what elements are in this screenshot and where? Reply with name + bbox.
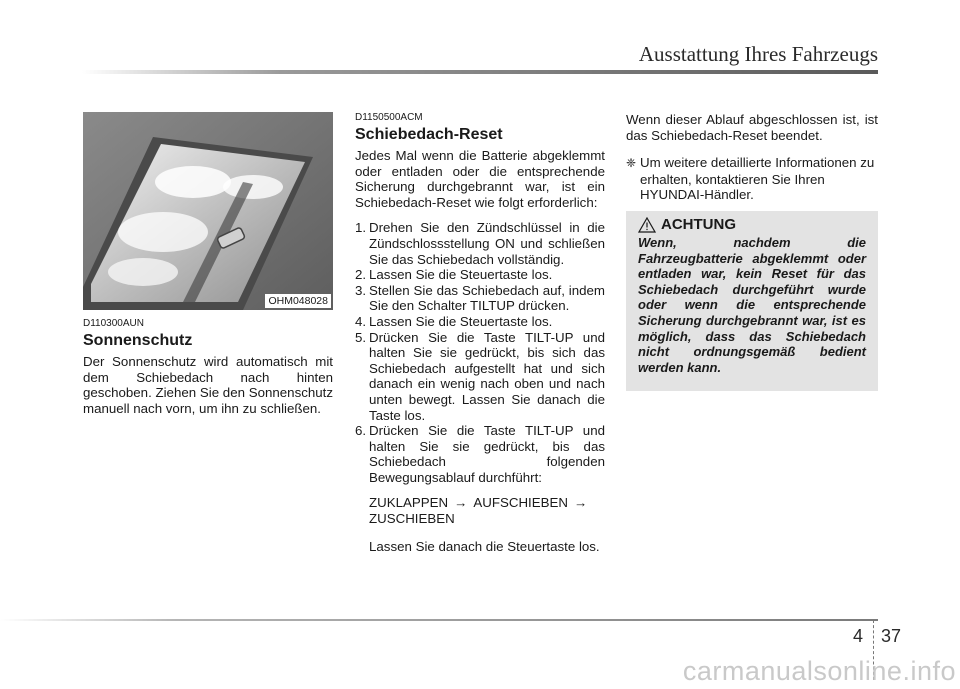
note-icon: ❈ <box>626 156 637 171</box>
section-heading: Schiebedach-Reset <box>355 126 503 143</box>
image-code: OHM048028 <box>265 294 331 308</box>
sunroof-illustration <box>83 112 333 310</box>
section-intro: Jedes Mal wenn die Batterie abgeklemmt oder entladen oder die entsprechende Sicherung durchgebrannt war, ist ein Schiebedach-Reset wie folgt erforderlich: <box>355 148 605 210</box>
column-2 <box>355 112 605 554</box>
list-item: 1. Drehen Sie den Zündschlüssel in die Zündschlossstellung ON und schließen Sie das Schiebedach vollständig. <box>355 220 605 267</box>
reset-steps-list <box>355 220 605 485</box>
column-3 <box>626 112 878 391</box>
header-divider <box>82 70 878 74</box>
column-1 <box>83 112 333 416</box>
warning-box <box>626 211 878 391</box>
list-item: 6. Drücken Sie die Taste TILT-UP und halten Sie sie gedrückt, bis das Schiebedach folgenden Bewegungsablauf durchführt: <box>355 423 605 485</box>
sunroof-photo <box>83 112 333 310</box>
warning-text: Wenn, nachdem die Fahrzeugbatterie abgeklemmt oder entladen war, kein Reset für das Schiebedach durchgeführt wurde oder wenn die entsprechende Sicherung durchgebrannt war, ist es möglich, dass das Schiebedach nicht ordnungsgemäß bedient werden kann. <box>638 234 866 375</box>
completion-text: Wenn dieser Ablauf abgeschlossen ist, ist das Schiebedach-Reset beendet. <box>626 112 878 143</box>
section-heading: Sonnenschutz <box>83 332 193 349</box>
arrow-right-icon: → <box>454 495 468 511</box>
list-item: 3. Stellen Sie das Schiebedach auf, indem Sie den Schalter TILTUP drücken. <box>355 282 605 314</box>
list-item: 5. Drücken Sie die Taste TILT-UP und halten Sie sie gedrückt, bis sich das Schiebedach aufgestellt hat und sich danach ein wenig nach oben und nach unten bewegt. Lassen Sie danach die Taste los. <box>355 329 605 423</box>
info-note: ❈ Um weitere detaillierte Informationen zu erhalten, kontaktieren Sie Ihren HYUNDAI-Händler. <box>626 155 875 203</box>
list-item: 4. Lassen Sie die Steuertaste los. <box>355 313 553 329</box>
warning-heading: ACHTUNG <box>638 217 866 233</box>
list-item: 2. Lassen Sie die Steuertaste los. <box>355 267 553 283</box>
arrow-right-icon: → <box>573 495 588 511</box>
watermark: carmanualsonline.info <box>682 656 956 686</box>
chapter-number: 4 <box>853 626 864 646</box>
warning-triangle-icon <box>638 217 656 233</box>
section-code: D1150500ACM <box>355 112 423 123</box>
section-body: Der Sonnenschutz wird automatisch mit dem Schiebedach nach hinten geschoben. Ziehen Sie den Sonnenschutz manuell nach vorn, um ihn zu schließen. <box>83 354 333 416</box>
page-number: 37 <box>881 626 902 646</box>
section-code: D110300AUN <box>83 318 144 329</box>
footer-divider <box>0 619 878 621</box>
final-instruction: Lassen Sie danach die Steuertaste los. <box>369 538 600 554</box>
page-header-title: Ausstattung Ihres Fahrzeugs <box>638 42 878 66</box>
movement-sequence: ZUKLAPPEN → AUFSCHIEBEN → ZUSCHIEBEN <box>369 495 588 527</box>
